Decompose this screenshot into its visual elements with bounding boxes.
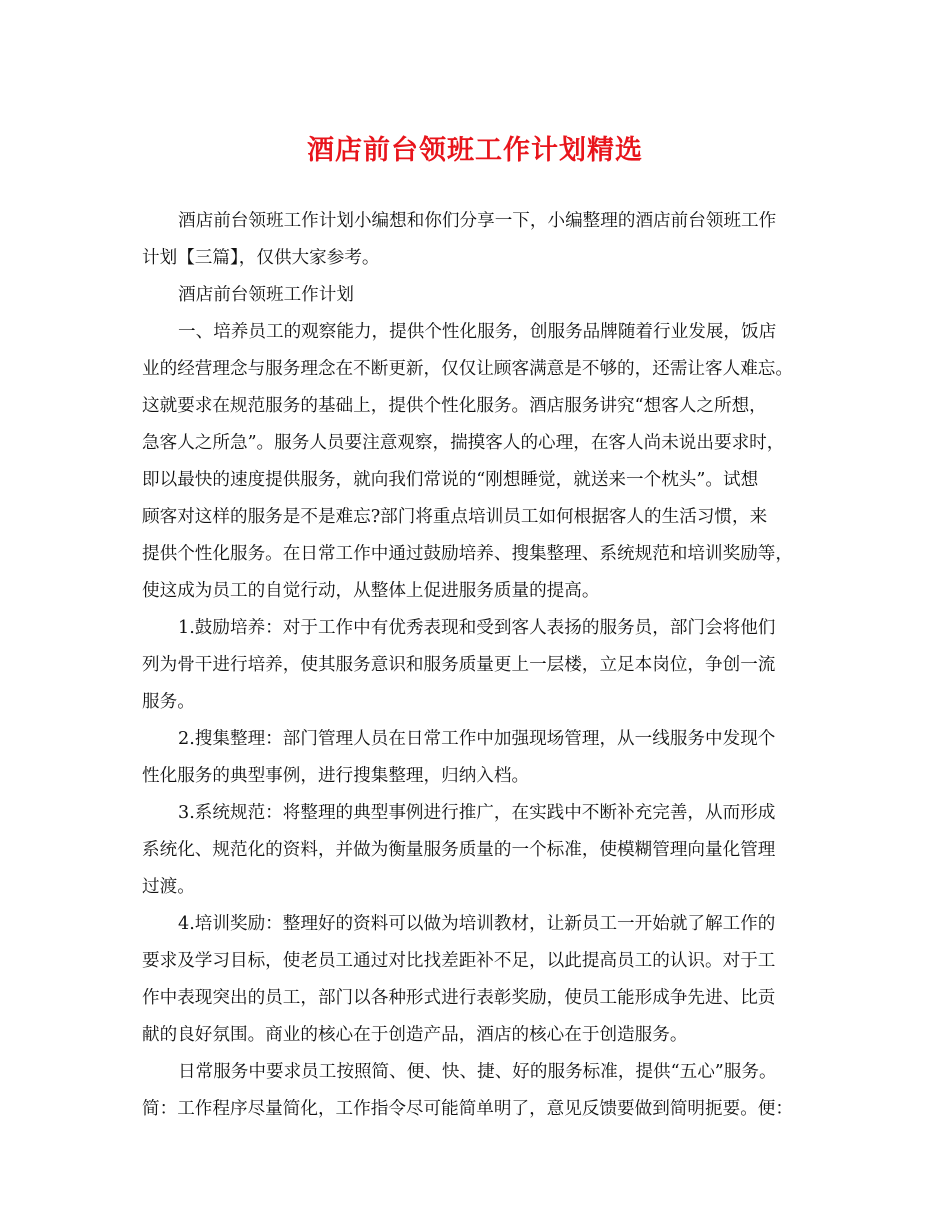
text-line: 这就要求在规范服务的基础上，提供个性化服务。酒店服务讲究“想客人之所想， [142, 396, 767, 416]
text-line: 服务。 [142, 692, 195, 712]
text-line: 列为骨干进行培养，使其服务意识和服务质量更上一层楼，立足本岗位，争创一流 [142, 655, 776, 675]
text-line: 酒店前台领班工作计划 [178, 285, 354, 305]
text-line: 提供个性化服务。在日常工作中通过鼓励培养、搜集整理、系统规范和培训奖励等， [142, 544, 793, 564]
text-line: 使这成为员工的自觉行动，从整体上促进服务质量的提高。 [142, 581, 600, 601]
document-title: 酒店前台领班工作计划精选 [307, 135, 643, 166]
text-line: 酒店前台领班工作计划小编想和你们分享一下，小编整理的酒店前台领班工作 [178, 211, 777, 231]
text-line: 4.培训奖励：整理好的资料可以做为培训教材，让新员工一开始就了解工作的 [178, 914, 776, 934]
text-line: 简：工作程序尽量简化，工作指令尽可能简单明了，意见反馈要做到简明扼要。便： [142, 1099, 793, 1119]
text-line: 性化服务的典型事例，进行搜集整理，归纳入档。 [142, 766, 530, 786]
text-line: 业的经营理念与服务理念在不断更新，仅仅让顾客满意是不够的，还需让客人难忘。 [142, 359, 793, 379]
text-line: 日常服务中要求员工按照简、便、快、捷、好的服务标准，提供“五心”服务。 [178, 1062, 777, 1082]
text-line: 1.鼓励培养：对于工作中有优秀表现和受到客人表扬的服务员，部门会将他们 [178, 618, 776, 638]
text-line: 即以最快的速度提供服务，就向我们常说的“刚想睡觉，就送来一个枕头”。试想 [142, 470, 759, 490]
text-line: 献的良好氛围。商业的核心在于创造产品，酒店的核心在于创造服务。 [142, 1025, 688, 1045]
text-line: 急客人之所急”。服务人员要注意观察，揣摸客人的心理，在客人尚未说出要求时， [142, 433, 785, 453]
text-line: 一、培养员工的观察能力，提供个性化服务，创服务品牌随着行业发展，饭店 [178, 322, 777, 342]
text-line: 系统化、规范化的资料，并做为衡量服务质量的一个标准，使模糊管理向量化管理 [142, 840, 776, 860]
text-line: 作中表现突出的员工，部门以各种形式进行表彰奖励，使员工能形成争先进、比贡 [142, 988, 776, 1008]
text-line: 要求及学习目标，使老员工通过对比找差距补不足，以此提高员工的认识。对于工 [142, 951, 776, 971]
text-line: 顾客对这样的服务是不是难忘?部门将重点培训员工如何根据客人的生活习惯，来 [142, 507, 768, 527]
text-line: 2.搜集整理：部门管理人员在日常工作中加强现场管理，从一线服务中发现个 [178, 729, 776, 749]
text-line: 3.系统规范：将整理的典型事例进行推广，在实践中不断补充完善，从而形成 [178, 803, 776, 823]
text-line: 过渡。 [142, 877, 195, 897]
text-line: 计划【三篇】，仅供大家参考。 [142, 248, 380, 268]
